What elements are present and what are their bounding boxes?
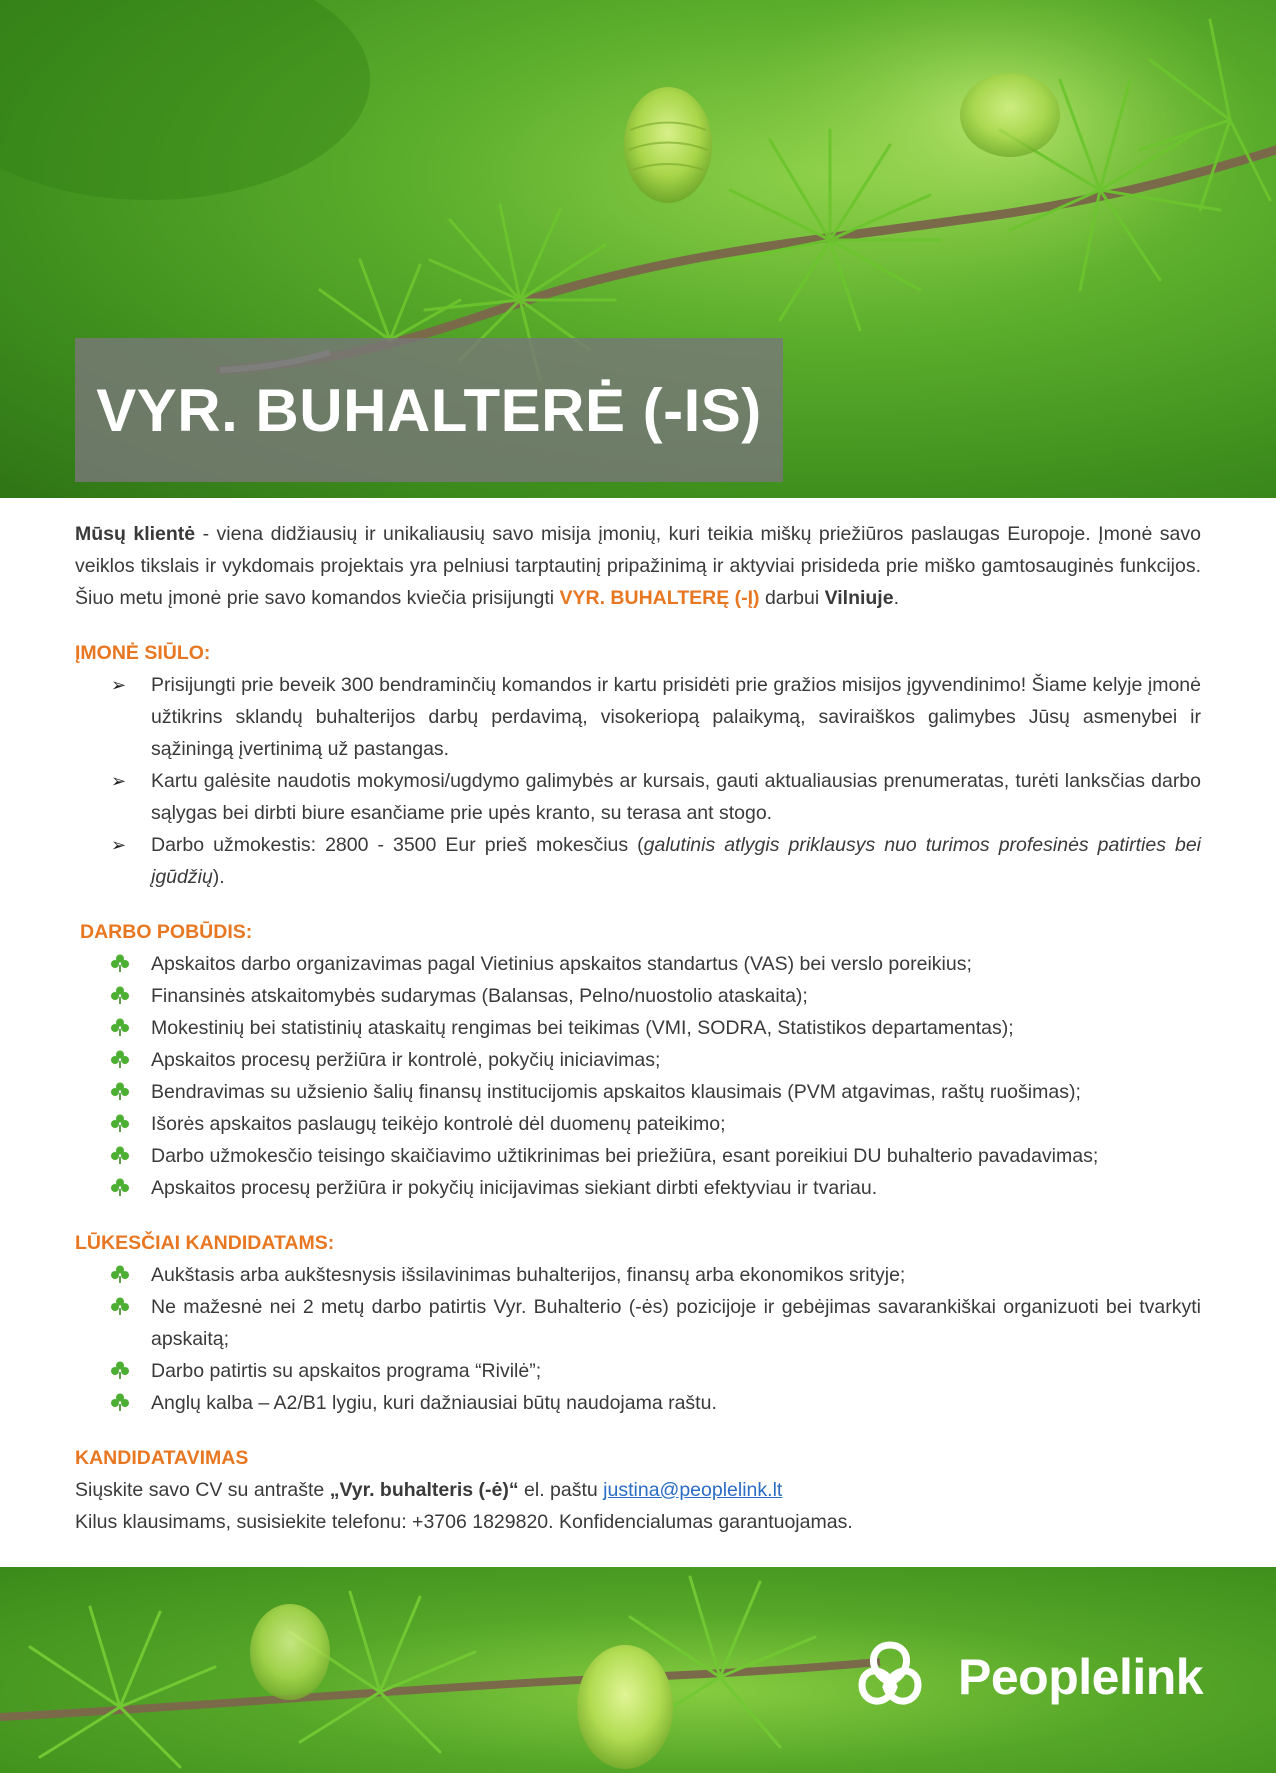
city: Vilniuje [824,587,894,609]
list-item [111,829,1201,893]
list-item: Apskaitos darbo organizavimas pagal Vietinius apskaitos standartus (VAS) bei verslo poreikius; [111,948,1201,980]
clover-bullet-icon [110,1296,130,1316]
brand-name: Peoplelink [958,1649,1204,1705]
duties-list [111,948,1201,1204]
expectations-section [75,1227,1201,1419]
clover-bullet-icon [110,1145,130,1165]
clover-bullet-icon [110,953,130,973]
salary-prefix: Darbo užmokestis: 2800 - 3500 Eur prieš mokesčius ( [151,834,644,856]
offer-section [75,637,1201,893]
list-item: Anglų kalba – A2/B1 lygiu, kuri dažniausiai būtų naudojama raštu. [111,1387,1201,1419]
duties-heading: DARBO POBŪDIS: [80,921,253,943]
intro-text-3: . [893,587,899,609]
clover-bullet-icon [110,1264,130,1284]
apply-section [75,1442,1201,1538]
apply-line-2: Kilus klausimams, susisiekite telefonu: +3706 1829820. Konfidencialumas garantuojamas. [75,1511,853,1533]
brand-logo [852,1637,1203,1717]
list-item: Aukštasis arba aukštesnysis išsilavinimas buhalterijos, finansų arba ekonomikos srityje; [111,1259,1201,1291]
clover-bullet-icon [110,1392,130,1412]
clover-bullet-icon [110,1177,130,1197]
offer-list [111,669,1201,893]
peoplelink-knot-logo-icon [852,1637,928,1717]
footer-banner [0,1567,1276,1773]
arrow-bullet-icon: ➢ [111,771,127,791]
list-item: Bendravimas su užsienio šalių finansų institucijomis apskaitos klausimais (PVM atgavimas, raštų ruošimas); [111,1076,1201,1108]
expectations-heading: LŪKESČIAI KANDIDATAMS: [75,1232,335,1254]
position-highlight: VYR. BUHALTERĘ (-Į) [559,587,760,609]
intro-paragraph [75,518,1201,614]
list-item: Finansinės atskaitomybės sudarymas (Balansas, Pelno/nuostolio ataskaita); [111,980,1201,1012]
intro-text-1: - viena didžiausių ir unikaliausių savo misija įmonių, kuri teikia miškų priežiūros paslaugas Europoje. Įmonė savo veiklos tikslais ir vykdomais projektais yra pelniusi tarptautinį pripažinimą ir aktyviai prisideda prie miško gamtosauginės funkcijos. Šiuo metu įmonė prie savo komandos kviečia prisijungti [75,523,1201,609]
offer-heading: ĮMONĖ SIŪLO: [75,642,211,664]
list-item: Darbo užmokesčio teisingo skaičiavimo užtikrinimas bei priežiūra, esant poreikiui DU buhalterio pavadavimas; [111,1140,1201,1172]
clover-bullet-icon [110,1081,130,1101]
clover-bullet-icon [110,1049,130,1069]
hero-banner [0,0,1276,498]
arrow-bullet-icon: ➢ [111,675,127,695]
clover-bullet-icon [110,1017,130,1037]
salary-suffix: ). [212,866,225,888]
title-box [75,338,783,482]
list-item: Ne mažesnė nei 2 metų darbo patirtis Vyr. Buhalterio (-ės) pozicijoje ir gebėjimas savarankiškai organizuoti bei tvarkyti apskaitą; [111,1291,1201,1355]
list-item: Apskaitos procesų peržiūra ir kontrolė, pokyčių iniciavimas; [111,1044,1201,1076]
list-item: Apskaitos procesų peržiūra ir pokyčių inicijavimas siekiant dirbti efektyviau ir tvariau. [111,1172,1201,1204]
clover-bullet-icon [110,985,130,1005]
client-label: Mūsų klientė [75,523,196,545]
clover-bullet-icon [110,1113,130,1133]
intro-text-2: darbui [759,587,825,609]
duties-section [75,916,1201,1204]
salary-note: galutinis atlygis priklausys nuo turimos profesinės patirties bei įgūdžių [151,834,1201,888]
list-item: ➢ Prisijungti prie beveik 300 bendraminčių komandos ir kartu prisidėti prie gražios misijos įgyvendinimo! Šiame kelyje įmonė užtikrins sklandų buhalterijos darbų perdavimą, visokeriopą palaikymą, saviraiškos galimybes Jūsų asmenybei ir sąžiningą įvertinimą už pastangas. [111,669,1201,765]
expectations-list [111,1259,1201,1419]
arrow-bullet-icon: ➢ [111,835,127,855]
email-subject: „Vyr. buhalteris (-ė)“ [329,1479,519,1501]
email-link[interactable]: justina@peoplelink.lt [603,1479,783,1501]
list-item: Išorės apskaitos paslaugų teikėjo kontrolė dėl duomenų pateikimo; [111,1108,1201,1140]
clover-bullet-icon [110,1360,130,1380]
list-item: Mokestinių bei statistinių ataskaitų rengimas bei teikimas (VMI, SODRA, Statistikos departamentas); [111,1012,1201,1044]
job-ad-body [75,518,1201,1538]
page-title: VYR. BUHALTERĖ (-IS) [96,376,762,444]
apply-heading: KANDIDATAVIMAS [75,1447,249,1469]
list-item: Darbo patirtis su apskaitos programa “Rivilė”; [111,1355,1201,1387]
apply-line-1: Siųskite savo CV su antrašte „Vyr. buhalteris (-ė)“ el. paštu justina@peoplelink.lt [75,1479,783,1501]
list-item: ➢ Kartu galėsite naudotis mokymosi/ugdymo galimybės ar kursais, gauti aktualiausias prenumeratas, turėti lanksčias darbo sąlygas bei dirbti biure esančiame prie upės kranto, su terasa ant stogo. [111,765,1201,829]
